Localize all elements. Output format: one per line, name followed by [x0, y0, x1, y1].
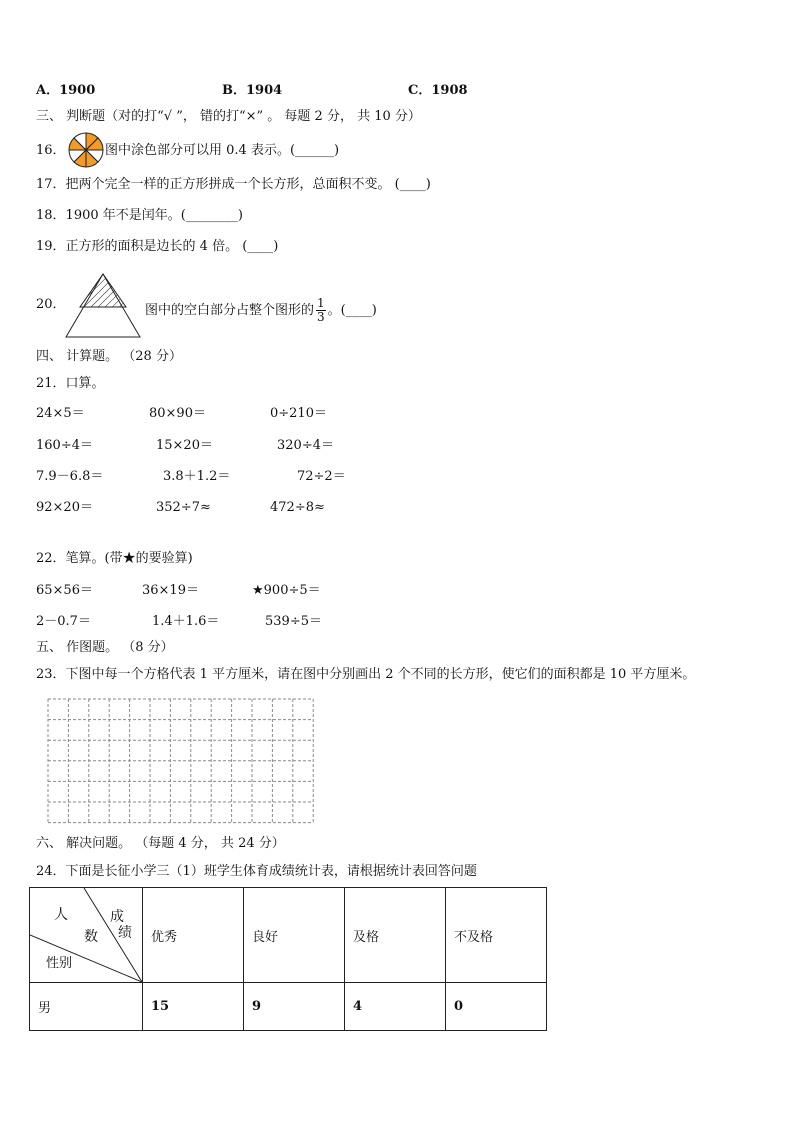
q21-item: 24×5＝ — [36, 406, 85, 421]
q21-item: 0÷210＝ — [270, 406, 327, 421]
q19-text: 19．正方形的面积是边长的 4 倍。 (____) — [36, 239, 279, 254]
corner-label: 性别 — [46, 956, 73, 971]
q21-item: 15×20＝ — [156, 438, 213, 453]
q21-item: 80×90＝ — [149, 406, 206, 421]
table-header-cell: 不及格 — [446, 888, 547, 983]
q16-number: 16． — [36, 143, 66, 158]
corner-label: 绩 — [118, 925, 132, 941]
q21-label: 21．口算。 — [36, 376, 105, 391]
triangle-figure — [64, 270, 142, 340]
pie-figure — [67, 131, 105, 169]
table-cell: 4 — [345, 983, 446, 1031]
q20-frac-num: 1 — [317, 296, 325, 310]
grades-table — [29, 887, 547, 1031]
q22-item: 1.4＋1.6＝ — [152, 614, 220, 629]
table-cell: 0 — [446, 983, 547, 1031]
q21-item: 72÷2＝ — [297, 469, 346, 484]
corner-label: 数 — [84, 929, 98, 945]
option-b: B．1904 — [222, 83, 283, 98]
q20-text-before: 图中的空白部分占整个图形的 — [145, 303, 315, 318]
table-cell: 9 — [244, 983, 345, 1031]
q20-frac-den: 3 — [317, 310, 325, 324]
q22-label: 22．笔算。(带★的要验算) — [36, 551, 193, 566]
corner-label: 成 — [110, 909, 124, 925]
q22-item: ★900÷5＝ — [252, 583, 321, 598]
q20-text — [145, 297, 377, 324]
section5-heading: 五、 作图题。 （8 分） — [36, 640, 174, 655]
table-header-row — [30, 888, 547, 983]
q22-item: 65×56＝ — [36, 583, 93, 598]
corner-label: 人 — [54, 907, 68, 923]
q21-item: 352÷7≈ — [156, 500, 211, 515]
q23-text: 23．下图中每一个方格代表 1 平方厘米，请在图中分别画出 2 个不同的长方形，使它们的面积都是 10 平方厘米。 — [36, 667, 696, 682]
q22-item: 539÷5＝ — [265, 614, 322, 629]
table-row-label: 男 — [30, 983, 143, 1031]
table-header-cell: 及格 — [345, 888, 446, 983]
q17-text: 17．把两个完全一样的正方形拼成一个长方形，总面积不变。 (____) — [36, 177, 431, 192]
q21-item: 320÷4＝ — [277, 438, 334, 453]
q18-text: 18．1900 年不是闰年。(________) — [36, 208, 243, 223]
q20-number: 20． — [36, 297, 66, 312]
q21-item: 160÷4＝ — [36, 438, 93, 453]
q20-fraction — [316, 297, 326, 324]
diagonal-header-cell — [30, 888, 143, 983]
square-grid — [47, 698, 315, 824]
table-row — [30, 983, 547, 1031]
table-header-cell: 优秀 — [143, 888, 244, 983]
q24-text: 24．下面是长征小学三（1）班学生体育成绩统计表，请根据统计表回答问题 — [36, 864, 477, 879]
option-c: C．1908 — [408, 83, 468, 98]
table-cell: 15 — [143, 983, 244, 1031]
q21-item: 472÷8≈ — [270, 500, 325, 515]
section4-heading: 四、 计算题。 （28 分） — [36, 349, 182, 364]
table-header-cell: 良好 — [244, 888, 345, 983]
q16-text: 图中涂色部分可以用 0.4 表示。(______) — [105, 143, 340, 158]
q21-item: 3.8＋1.2＝ — [163, 469, 231, 484]
q20-text-after: 。(____) — [327, 303, 377, 318]
q21-item: 7.9－6.8＝ — [36, 469, 104, 484]
section3-heading: 三、 判断题（对的打“√ ”， 错的打“×” 。 每题 2 分， 共 10 分） — [36, 109, 421, 124]
q22-item: 2－0.7＝ — [36, 614, 91, 629]
q22-item: 36×19＝ — [142, 583, 199, 598]
section6-heading: 六、 解决问题。 （每题 4 分， 共 24 分） — [36, 836, 285, 851]
option-a: A．1900 — [36, 83, 96, 98]
q21-item: 92×20＝ — [36, 500, 93, 515]
